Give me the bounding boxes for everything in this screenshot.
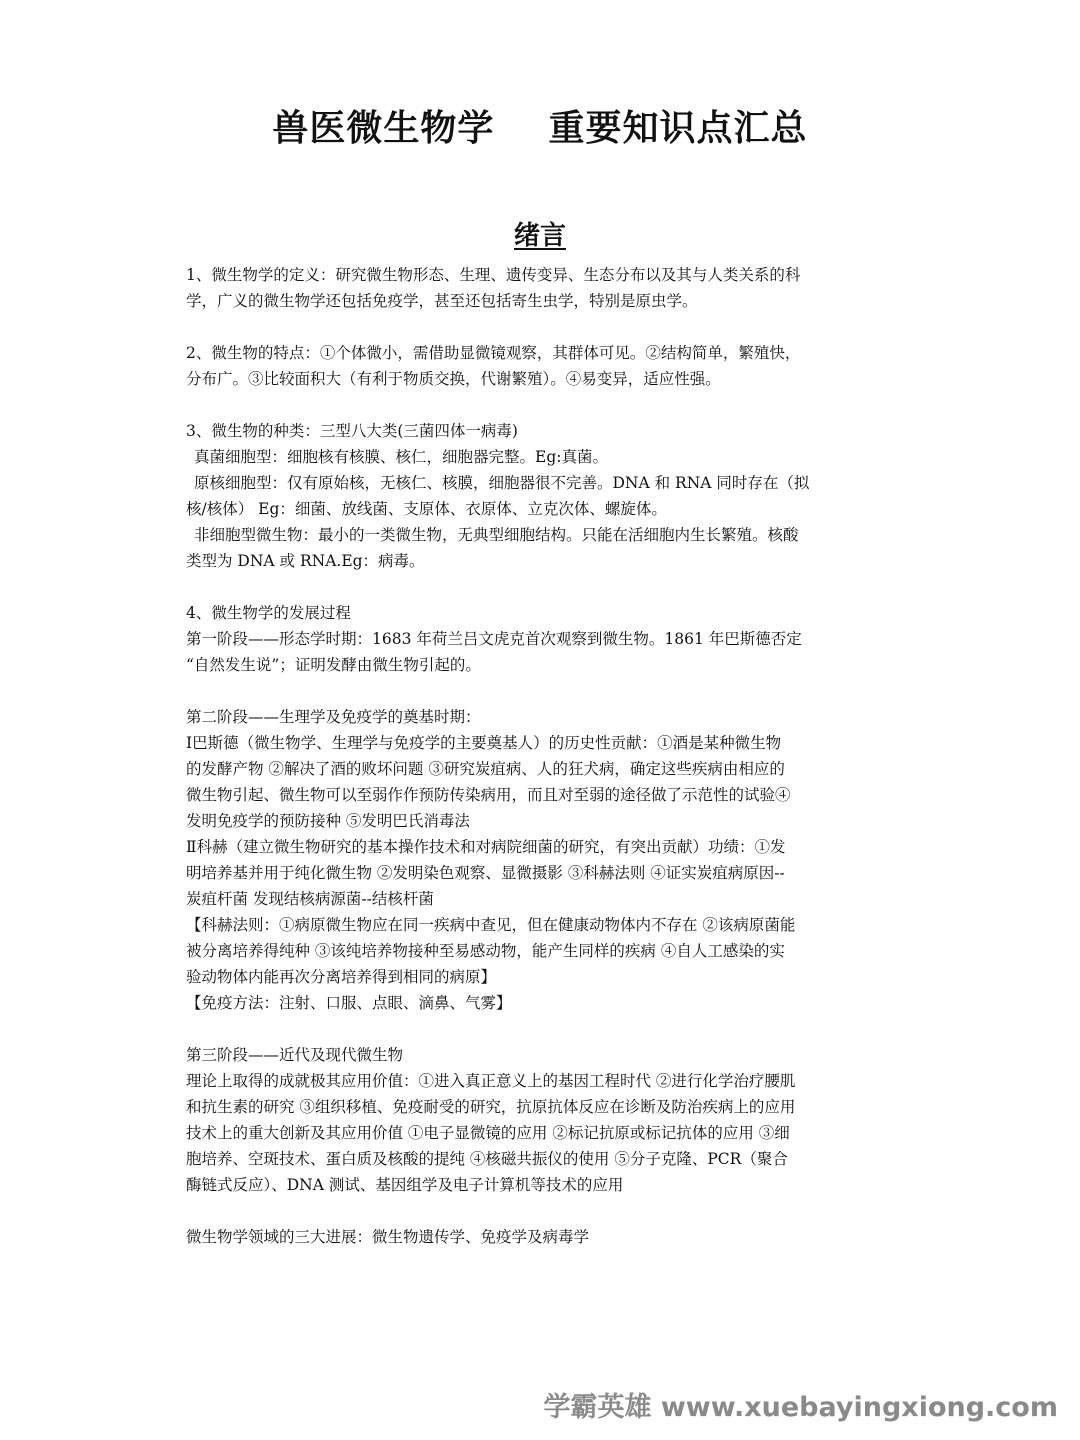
blank-line	[186, 1016, 898, 1042]
body-line: Ⅰ巴斯德（微生物学、生理学与免疫学的主要奠基人）的历史性贡献：①酒是某种微生物	[186, 734, 782, 752]
body-line: 核/核体） Eg：细菌、放线菌、支原体、衣原体、立克次体、螺旋体。	[186, 500, 667, 518]
body-line: 非细胞型微生物：最小的一类微生物，无典型细胞结构。只能在活细胞内生长繁殖。核酸	[194, 526, 799, 544]
blank-line	[186, 392, 898, 418]
body-line: 真菌细胞型：细胞核有核膜、核仁，细胞器完整。Eg:真菌。	[194, 448, 608, 466]
body-line: 的发酵产物 ②解决了酒的败坏问题 ③研究炭疽病、人的狂犬病，确定这些疾病由相应的	[186, 760, 785, 778]
body-line: 技术上的重大创新及其应用价值 ①电子显微镜的应用 ②标记抗原或标记抗体的应用 ③细	[186, 1124, 790, 1142]
body-line: 1、微生物学的定义：研究微生物形态、生理、遗传变异、生态分布以及其与人类关系的科	[186, 266, 801, 284]
blank-line	[186, 314, 898, 340]
body-line: “自然发生说”；证明发酵由微生物引起的。	[186, 656, 481, 674]
body-line: 明培养基并用于纯化微生物 ②发明染色观察、显微摄影 ③科赫法则 ④证实炭疽病原因--	[186, 864, 785, 882]
body-line: 酶链式反应）、DNA 测试、基因组学及电子计算机等技术的应用	[186, 1176, 624, 1194]
body-line: 第二阶段——生理学及免疫学的奠基时期：	[186, 708, 481, 726]
document-body	[186, 262, 898, 1250]
watermark: 学霸英雄 www.xuebayingxiong.com	[543, 1392, 1058, 1423]
body-line: 学，广义的微生物学还包括免疫学，甚至还包括寄生虫学，特别是原虫学。	[186, 292, 698, 310]
body-line: 微生物引起、微生物可以至弱作作预防传染病用，而且对至弱的途径做了示范性的试验④	[186, 786, 791, 804]
body-line: 验动物体内能再次分离培养得到相同的病原】	[186, 968, 497, 986]
body-line: 发明免疫学的预防接种 ⑤发明巴氏消毒法	[186, 812, 470, 830]
blank-line	[186, 1198, 898, 1224]
section-heading: 绪言	[513, 221, 566, 251]
body-line: 和抗生素的研究 ③组织移植、免疫耐受的研究，抗原抗体反应在诊断及防治疾病上的应用	[186, 1098, 796, 1116]
body-line: 【免疫方法：注射、口服、点眼、滴鼻、气雾】	[186, 994, 512, 1012]
body-line: 4、微生物学的发展过程	[186, 604, 351, 622]
blank-line	[186, 574, 898, 600]
body-line: 胞培养、空斑技术、蛋白质及核酸的提纯 ④核磁共振仪的使用 ⑤分子克隆、PCR（聚合	[186, 1150, 788, 1168]
body-line: 原核细胞型：仅有原始核，无核仁、核膜，细胞器很不完善。DNA 和 RNA 同时存在（拟	[194, 474, 810, 492]
body-line: 分布广。③比较面积大（有利于物质交换，代谢繁殖）。④易变异，适应性强。	[186, 370, 721, 388]
body-line: Ⅱ科赫（建立微生物研究的基本操作技术和对病院细菌的研究，有突出贡献）功绩：①发	[186, 838, 786, 856]
body-line: 第三阶段——近代及现代微生物	[186, 1046, 404, 1064]
body-line: 被分离培养得纯种 ③该纯培养物接种至易感动物，能产生同样的疾病 ④自人工感染的实	[186, 942, 785, 960]
body-line: 3、微生物的种类：三型八大类(三菌四体一病毒)	[186, 422, 518, 440]
body-line: 2、微生物的特点：①个体微小，需借助显微镜观察，其群体可见。②结构简单，繁殖快，	[186, 344, 801, 362]
body-line: 类型为 DNA 或 RNA.Eg：病毒。	[186, 552, 425, 570]
body-line: 理论上取得的成就极其应用价值：①进入真正意义上的基因工程时代 ②进行化学治疗腰肌	[186, 1072, 796, 1090]
page-title: 兽医微生物学 重要知识点汇总	[272, 108, 808, 149]
body-line: 【科赫法则：①病原微生物应在同一疾病中查见，但在健康动物体内不存在 ②该病原菌能	[186, 916, 796, 934]
body-line: 炭疽杆菌 发现结核病源菌--结核杆菌	[186, 890, 434, 908]
body-line: 微生物学领域的三大进展：微生物遗传学、免疫学及病毒学	[186, 1228, 590, 1246]
body-line: 第一阶段——形态学时期：1683 年荷兰吕文虎克首次观察到微生物。1861 年巴斯德否定	[186, 630, 802, 648]
blank-line	[186, 678, 898, 704]
